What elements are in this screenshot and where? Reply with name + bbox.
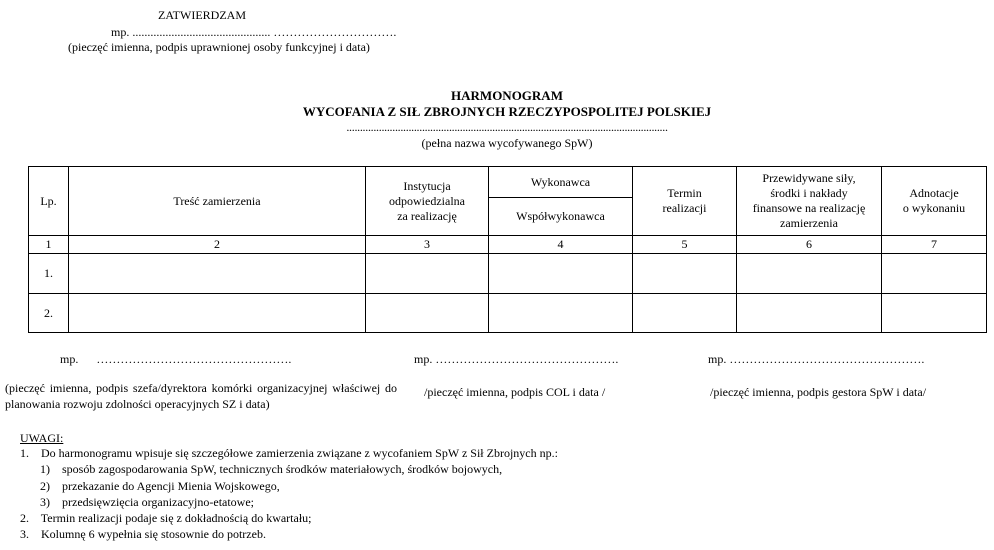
table-cell[interactable]	[489, 294, 633, 333]
signature-right-line: mp. ………………………………………….	[708, 352, 925, 366]
table-cell[interactable]	[366, 254, 489, 294]
column-number: 4	[489, 236, 633, 254]
header-termin-line: realizacji	[662, 201, 707, 215]
header-przewidywane-line: zamierzenia	[780, 216, 838, 230]
column-number: 3	[366, 236, 489, 254]
table-cell[interactable]	[633, 254, 737, 294]
header-przewidywane	[737, 167, 882, 236]
header-termin	[633, 167, 737, 236]
approval-place-line: mp. .............................................. ………………………….	[111, 25, 397, 39]
notes-title: UWAGI:	[20, 431, 64, 445]
spw-name-caption: (pełna nazwa wycofywanego SpW)	[421, 136, 593, 150]
signature-mid-caption: /pieczęć imienna, podpis COL i data /	[424, 385, 606, 399]
table-cell[interactable]	[69, 294, 366, 333]
header-instytucja-line: odpowiedzialna	[389, 193, 465, 208]
table-cell[interactable]	[882, 254, 987, 294]
column-number: 7	[882, 236, 987, 254]
header-przewidywane-line: Przewidywane siły,	[762, 171, 856, 185]
column-number: 1	[29, 236, 69, 254]
header-wspolwykonawca: Współwykonawca	[489, 198, 633, 236]
column-number: 6	[737, 236, 882, 254]
header-instytucja	[366, 167, 489, 236]
header-lp: Lp.	[29, 167, 69, 236]
header-adnotacje	[882, 167, 987, 236]
table-cell[interactable]	[882, 294, 987, 333]
column-number: 2	[69, 236, 366, 254]
note-item: 3. Kolumnę 6 wypełnia się stosownie do potrzeb.	[20, 527, 266, 541]
signature-mid-line: mp. ……………………………………….	[414, 352, 619, 366]
header-adnotacje-line: o wykonaniu	[902, 201, 966, 215]
table-cell[interactable]	[737, 294, 882, 333]
document-title: HARMONOGRAM	[451, 88, 563, 103]
header-przewidywane-line: środki i nakłady	[770, 186, 848, 200]
table-row	[29, 294, 987, 333]
note-item: 2. Termin realizacji podaje się z dokładnością do kwartału;	[20, 511, 312, 525]
approval-title: ZATWIERDZAM	[158, 8, 246, 22]
row-number: 1.	[29, 254, 69, 294]
table-cell[interactable]	[366, 294, 489, 333]
table-row	[29, 254, 987, 294]
header-wykonawca: Wykonawca	[489, 167, 633, 198]
header-instytucja-line: za realizację	[397, 208, 457, 223]
approval-caption: (pieczęć imienna, podpis uprawnionej osoby funkcyjnej i data)	[68, 40, 370, 54]
schedule-table	[28, 166, 987, 333]
document-subtitle: WYCOFANIA Z SIŁ ZBROJNYCH RZECZYPOSPOLITEJ POLSKIEJ	[302, 104, 712, 119]
header-przewidywane-line: finansowe na realizację	[752, 201, 866, 215]
header-termin-line: Termin	[667, 186, 702, 200]
signature-left-caption: (pieczęć imienna, podpis szefa/dyrektora komórki organizacyjnej właściwej do planowania rozwoju zdolności operacyjnych SZ i data)	[5, 381, 397, 411]
header-instytucja-line: Instytucja	[403, 178, 451, 193]
table-cell[interactable]	[633, 294, 737, 333]
note-item: 3) przedsięwzięcia organizacyjno-etatowe;	[40, 495, 255, 509]
table-cell[interactable]	[489, 254, 633, 294]
spw-name-line: .......................................................................................................................	[346, 120, 668, 134]
header-adnotacje-line: Adnotacje	[909, 186, 959, 200]
header-tresc: Treść zamierzenia	[69, 167, 366, 236]
signature-left-line: mp. ………………………………………….	[60, 352, 292, 366]
column-number: 5	[633, 236, 737, 254]
note-item: 1. Do harmonogramu wpisuje się szczegółowe zamierzenia związane z wycofaniem SpW z Sił Zbrojnych np.:	[20, 446, 558, 460]
table-cell[interactable]	[737, 254, 882, 294]
table-cell[interactable]	[69, 254, 366, 294]
note-item: 1) sposób zagospodarowania SpW, technicznych środków materiałowych, środków bojowych,	[40, 462, 503, 476]
signature-right-caption: /pieczęć imienna, podpis gestora SpW i data/	[710, 385, 927, 399]
note-item: 2) przekazanie do Agencji Mienia Wojskowego,	[40, 479, 280, 493]
row-number: 2.	[29, 294, 69, 333]
